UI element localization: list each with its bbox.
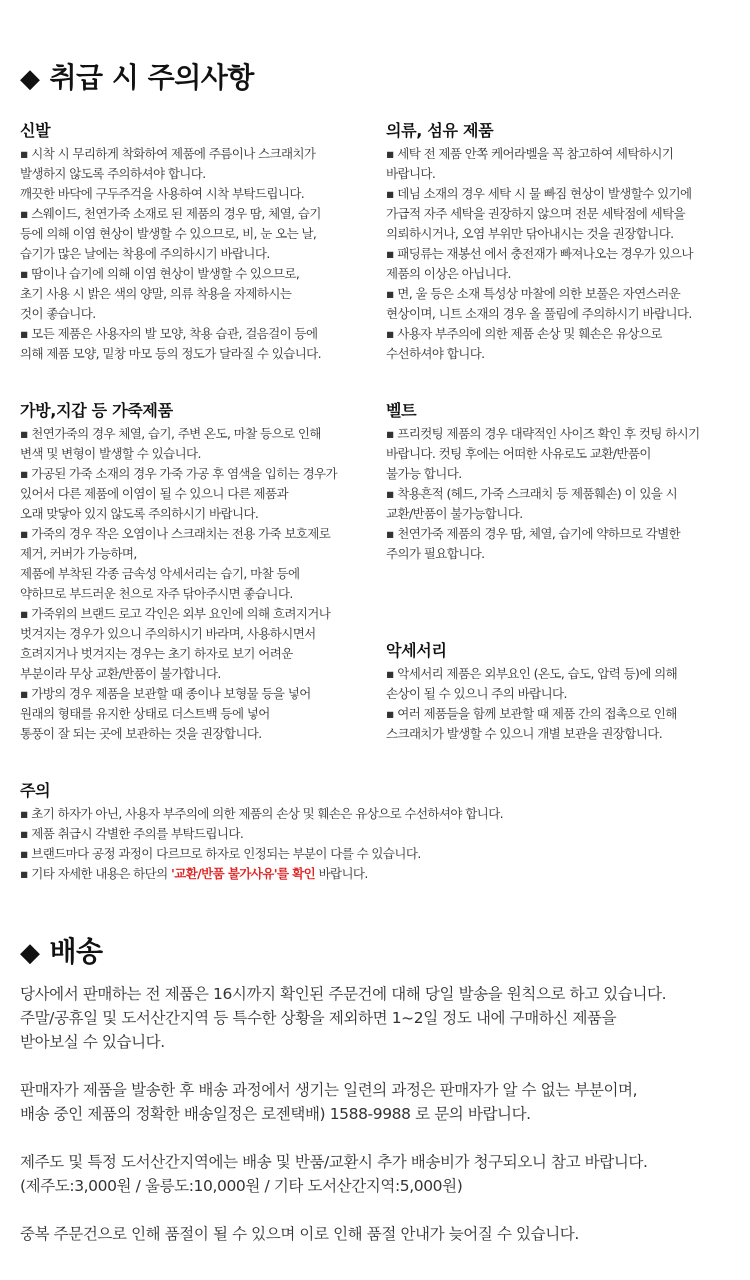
clothing-block	[386, 118, 746, 364]
list-item: ▪ 면, 울 등은 소재 특성상 마찰에 의한 보풀은 자연스러운 현상이며, 니트 소재의 경우 올 풀림에 주의하시기 바랍니다.	[386, 286, 692, 321]
list-item: ▪ 시착 시 무리하게 착화하여 제품에 주름이나 스크래치가 발생하지 않도록 주의하셔야 합니다. 깨끗한 바닥에 구두주걱을 사용하여 시착 부탁드립니다.	[20, 146, 316, 201]
caution-last-suffix: 바랍니다.	[315, 866, 368, 881]
list-item: ▪ 악세서리 제품은 외부요인 (온도, 습도, 압력 등)에 의해 손상이 될 수 있으니 주의 바랍니다.	[386, 666, 678, 701]
list-item: ▪ 초기 하자가 아닌, 사용자 부주의에 의한 제품의 손상 및 훼손은 유상으로 수선하셔야 합니다.	[20, 806, 504, 821]
list-item: ▪ 천연가죽 제품의 경우 땀, 체열, 습기에 약하므로 각별한 주의가 필요합니다.	[386, 526, 681, 561]
caution-last-prefix: ▪ 기타 자세한 내용은 하단의	[20, 866, 171, 881]
list-item: ▪ 가죽위의 브랜드 로고 각인은 외부 요인에 의해 흐려지거나 벗겨지는 경우가 있으니 주의하시기 바라며, 사용하시면서 흐려지거나 벗겨지는 경우는 초기 하자로 보기 어려운 부분이라 무상 교환/반품이 불가합니다.	[20, 606, 331, 681]
list-item: ▪ 사용자 부주의에 의한 제품 손상 및 훼손은 유상으로 수선하셔야 합니다.	[386, 326, 662, 361]
list-item	[20, 864, 740, 884]
list-item: ▪ 프리컷팅 제품의 경우 대략적인 사이즈 확인 후 컷팅 하시기 바랍니다. 컷팅 후에는 어떠한 사유로도 교환/반품이 불가능 합니다.	[386, 426, 700, 481]
caution-list	[20, 804, 740, 884]
list-item: ▪ 패딩류는 재봉선 에서 충전재가 빠져나오는 경우가 있으나 제품의 이상은 아닙니다.	[386, 246, 693, 281]
shipping-section-title	[20, 930, 103, 970]
list-item: ▪ 세탁 전 제품 안쪽 케어라벨을 꼭 참고하여 세탁하시기 바랍니다.	[386, 146, 674, 181]
accessories-title: 악세서리	[386, 641, 447, 660]
bags-block	[20, 398, 380, 744]
return-policy-link-text: '교환/반품 불가사유'를 확인	[170, 866, 316, 881]
diamond-icon: ◆	[20, 64, 40, 94]
bags-list	[20, 424, 380, 744]
list-item: ▪ 브랜드마다 공정 과정이 다르므로 하자로 인정되는 부분이 다를 수 있습니다.	[20, 846, 421, 861]
clothing-title: 의류, 섬유 제품	[386, 121, 494, 140]
belts-list	[386, 424, 746, 564]
care-section-title-text: 취급 시 주의사항	[49, 61, 254, 94]
shipping-paragraph: 당사에서 판매하는 전 제품은 16시까지 확인된 주문건에 대해 당일 발송을 원칙으로 하고 있습니다. 주말/공휴일 및 도서산간지역 등 특수한 상황을 제외하면 1~2일 정도 내에 구매하신 제품을 받아보실 수 있습니다.	[20, 985, 667, 1051]
shipping-paragraph: 제주도 및 특정 도서산간지역에는 배송 및 반품/교환시 추가 배송비가 청구되오니 참고 바랍니다. (제주도:3,000원 / 울릉도:10,000원 / 기타 도서산간지역:5,000원)	[20, 1153, 648, 1195]
caution-block	[20, 778, 740, 884]
list-item: ▪ 착용흔적 (헤드, 가죽 스크래치 등 제품훼손) 이 있을 시 교환/반품이 불가능합니다.	[386, 486, 678, 521]
list-item: ▪ 땀이나 습기에 의해 이염 현상이 발생할 수 있으므로, 초기 사용 시 밝은 색의 양말, 의류 착용을 자제하시는 것이 좋습니다.	[20, 266, 300, 321]
list-item: ▪ 데님 소재의 경우 세탁 시 물 빠짐 현상이 발생할수 있기에 가급적 자주 세탁을 권장하지 않으며 전문 세탁점에 세탁을 의뢰하시거나, 오염 부위만 닦아내시는 것을 권장합니다.	[386, 186, 692, 241]
list-item: ▪ 가죽의 경우 작은 오염이나 스크래치는 전용 가죽 보호제로 제거, 커버가 가능하며, 제품에 부착된 각종 금속성 악세서리는 습기, 마찰 등에 약하므로 부드러운 천으로 자주 닦아주시면 좋습니다.	[20, 526, 331, 601]
list-item: ▪ 모든 제품은 사용자의 발 모양, 착용 습관, 걸음걸이 등에 의해 제품 모양, 밑창 마모 등의 정도가 달라질 수 있습니다.	[20, 326, 322, 361]
list-item: ▪ 가방의 경우 제품을 보관할 때 종이나 보형물 등을 넣어 원래의 형태를 유지한 상태로 더스트백 등에 넣어 통풍이 잘 되는 곳에 보관하는 것을 권장합니다.	[20, 686, 311, 741]
list-item: ▪ 스웨이드, 천연가죽 소재로 된 제품의 경우 땀, 체열, 습기 등에 의해 이염 현상이 발생할 수 있으므로, 비, 눈 오는 날, 습기가 많은 날에는 착용에 주의하시기 바랍니다.	[20, 206, 321, 261]
shipping-body	[20, 982, 745, 1270]
diamond-icon: ◆	[20, 938, 40, 968]
shipping-section-title-text: 배송	[49, 935, 103, 968]
shoes-block	[20, 118, 375, 364]
shipping-paragraph: 판매자가 제품을 발송한 후 배송 과정에서 생기는 일련의 과정은 판매자가 알 수 없는 부분이며, 배송 중인 제품의 정확한 배송일정은 로젠택배) 1588-9988 로 문의 바랍니다.	[20, 1081, 638, 1123]
care-section-title	[20, 56, 254, 96]
accessories-list	[386, 664, 746, 744]
shoes-list	[20, 144, 375, 364]
shipping-paragraph: 중복 주문건으로 인해 품절이 될 수 있으며 이로 인해 품절 안내가 늦어질 수 있습니다.	[20, 1225, 579, 1243]
list-item: ▪ 여러 제품들을 함께 보관할 때 제품 간의 접촉으로 인해 스크래치가 발생할 수 있으니 개별 보관을 권장합니다.	[386, 706, 677, 741]
list-item: ▪ 가공된 가죽 소재의 경우 가죽 가공 후 염색을 입히는 경우가 있어서 다른 제품에 이염이 될 수 있으니 다른 제품과 오래 맞닿아 있지 않도록 주의하시기 바랍니다.	[20, 466, 338, 521]
shoes-title: 신발	[20, 121, 51, 140]
accessories-block	[386, 638, 746, 744]
clothing-list	[386, 144, 746, 364]
belts-title: 벨트	[386, 401, 417, 420]
bags-title: 가방,지갑 등 가죽제품	[20, 401, 173, 420]
list-item: ▪ 제품 취급시 각별한 주의를 부탁드립니다.	[20, 826, 244, 841]
list-item: ▪ 천연가죽의 경우 체열, 습기, 주변 온도, 마찰 등으로 인해 변색 및 변형이 발생할 수 있습니다.	[20, 426, 321, 461]
belts-block	[386, 398, 746, 564]
caution-title: 주의	[20, 781, 51, 800]
